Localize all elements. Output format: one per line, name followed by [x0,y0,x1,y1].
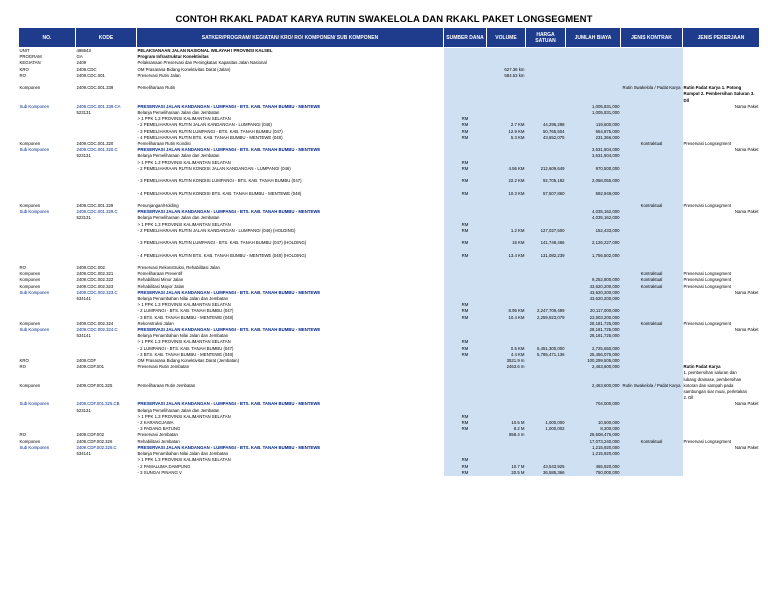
row-code [76,470,137,476]
row-level: Komponen [19,277,76,283]
row-description: - 2 LUMPANGI - BTS. KAB. TANAH BUMBU (047) [137,308,444,314]
row-jumlah-biaya: 20,117,000,000 [566,308,621,314]
row-jumlah-biaya: 10,500,000 [566,420,621,426]
row-description: - 2 PAMALUMA DAMPUNG [137,464,444,470]
row-sumber-dana: RM [444,315,487,321]
row-description: - 3 PEMELIHARAAN RUTIN LUMPANGI - BTS. KAB. TANAH BUMBU (047) [137,129,444,135]
row-description: - 3 PEMELIHARAAN RUTIN LUMPANGI - BTS. KAB. TANAH BUMBU (047) (HOLDING) [137,240,444,246]
row-level: Sub Komponen [19,401,76,407]
row-description: PRESERVASI JALAN KANDANGAN - LUMPANGI - BTS. KAB. TANAH BUMBU - MENTEWE [137,104,444,110]
row-description: PRESERVASI JALAN KANDANGAN - LUMPANGI - BTS. KAB. TANAH BUMBU - MENTEWE [137,401,444,407]
row-level: Komponen [19,383,76,389]
row-jumlah-biaya: 750,000,000 [566,470,621,476]
row-jumlah-biaya: 1,756,502,000 [566,253,621,259]
row-description: - 3 BTS. KAB. TANAH BUMBU - MENTEWE (048) [137,352,444,358]
row-jenis-pekerjaan: sambungan siar muai, perletakan [683,389,760,395]
col-kode: KODE [76,28,137,48]
row-description: PRESERVASI JALAN KANDANGAN - LUMPANGI - BTS. KAB. TANAH BUMBU - MENTEWE [137,290,444,296]
row-description: - 4 PEMELIHARAAN RUTIN BTS. KAB. TANAH BUMBU - MENTEWE (048) (HOLDING) [137,253,444,259]
row-jenis-pekerjaan [683,470,760,476]
row-code: 2409.CDC [76,67,137,73]
table-row [19,85,760,104]
row-jenis-pekerjaan: Nama Paket [683,209,760,215]
row-code: 523131 [76,110,137,116]
row-harga-satuan: 5,451,300,000 [526,346,566,352]
row-description: Rekonstruksi Jalan [137,321,444,327]
row-level: PROGRAM [19,54,76,60]
row-jumlah-biaya: 43,620,200,000 [566,290,621,296]
row-volume: 4.4 KM [487,352,526,358]
row-harga-satuan: 5,785,471,136 [526,352,566,358]
row-jenis-kontrak: Kontraktual [621,203,683,209]
row-description: Belanja Pemeliharaan Jalan dan Jembatan [137,153,444,159]
row-level: Komponen [19,141,76,147]
row-level: KRO [19,358,76,364]
row-jumlah-biaya: 4,035,162,000 [566,209,621,215]
page-title: CONTOH RKAKL PADAT KARYA RUTIN SWAKELOLA DAN RKAKL PAKET LONGSEGMENT [175,14,593,25]
row-level: Sub Komponen [19,327,76,333]
row-jenis-kontrak: Kontraktual [621,321,683,327]
row-jenis-kontrak: Rutin Swakelola / Padat Karya [622,382,681,388]
row-sumber-dana: RM [444,352,487,358]
row-code: 2409.CDC.002.324.C [76,327,137,333]
row-sumber-dana: RM [444,464,487,470]
row-description: > 1 PPK 1.3 PROVINSI KALIMANTAN SELATAN [137,414,444,420]
row-harga-satuan [526,85,566,104]
row-code: 2409.CDC.001.339.CA [76,104,137,110]
row-volume [487,85,526,104]
row-description: PRESERVASI JALAN KANDANGAN - LUMPANGI - BTS. KAB. TANAH BUMBU - MENTEWE [137,147,444,153]
row-level: Komponen [19,439,76,445]
row-sumber-dana: RM [444,222,487,228]
row-description: - 2 PEMELIHARAAN RUTIN JALAN KANDANGAN - LUMPANGI (046) (HOLDING) [137,228,444,234]
row-code: 523131 [76,408,137,414]
row-level: Sub Komponen [19,104,76,110]
row-volume: 10.5 M [487,420,526,426]
row-code: 2409.CDC.002.323.C [76,290,137,296]
row-harga-satuan: 131,082,239 [526,253,566,259]
row-jumlah-biaya: 1,005,831,000 [566,110,621,116]
row-description: Pemeliharaan Rutin Jembatan [137,383,444,389]
row-description: Rehabilitasi Jembatan [137,439,444,445]
row-harga-satuan: 2,259,923,079 [526,315,566,321]
row-code: 2409.CDC.001.339 [76,85,137,104]
row-sumber-dana [444,48,487,55]
row-jumlah-biaya: 119,600,000 [566,122,621,128]
col-no: NO. [19,28,76,48]
row-harga-satuan: 127,027,500 [526,228,566,234]
row-sumber-dana: RM [444,116,487,122]
col-satker: SATKER/PROGRAM/ KEGIATAN/ KRO/ RO/ KOMPONEN/ SUB KOMPONEN [137,28,444,48]
row-code: 2409.CDC.002.324 [76,321,137,327]
row-description: > 1 PPK 1.3 PROVINSI KALIMANTAN SELATAN [137,302,444,308]
row-volume: 8.95 KM [487,308,526,314]
row-description: PRESERVASI JALAN KANDANGAN - LUMPANGI - BTS. KAB. TANAH BUMBU - MENTEWE [137,327,444,333]
row-jenis-pekerjaan: Preservasi Longsegment [683,284,760,290]
table-header-row [19,28,760,48]
row-description: > 1 PPK 1.3 PROVINSI KALIMANTAN SELATAN [137,457,444,463]
row-level: RO [19,265,76,271]
row-description: Preservasi Rekonstruksi, Rehabilitasi Jalan [137,265,444,271]
row-level: KEGIATAN [19,60,76,66]
row-code: 2409.CDF.002 [76,432,137,438]
row-description: OM Prasarana Bidang Konektivitas Darat (Jalan) [137,67,444,73]
row-sumber-dana: RM [444,420,487,426]
row-jumlah-biaya: 2,725,650,000 [566,346,621,352]
row-description: Preservasi Rutin Jalan [137,73,444,79]
row-description: > 1 PPK 1.3 PROVINSI KALIMANTAN SELATAN [137,222,444,228]
row-jenis-pekerjaan: Nama Paket [683,401,760,407]
row-jenis-kontrak: Kontraktual [621,141,683,147]
row-sumber-dana: RM [444,122,487,128]
row-harga-satuan: 1,000,002 [526,426,566,432]
row-sumber-dana: RM [444,346,487,352]
row-code: 2409.CDC.001.329 [76,203,137,209]
row-jumlah-biaya: 1,005,831,000 [566,104,621,110]
row-jenis-pekerjaan [683,48,760,55]
row-jumlah-biaya: 100,299,505,000 [566,358,621,364]
row-sumber-dana: RM [444,178,487,184]
row-code: 2409.CDC.002.321 [76,271,137,277]
row-sumber-dana: RM [444,240,487,246]
row-jenis-pekerjaan: Nama Paket [683,327,760,333]
row-sumber-dana: RM [444,426,487,432]
row-jumlah-biaya [566,48,621,55]
row-code: 2409.CDC.001.320.C [76,147,137,153]
row-jumlah-biaya: 2,058,055,000 [566,178,621,184]
row-jumlah-biaya: 704,000,000 [566,401,621,407]
row-level: Sub Komponen [19,209,76,215]
row-description: - 3 BTS. KAB. TANAH BUMBU - MENTEWE (048) [137,315,444,321]
row-description: > 1 PPK 1.3 PROVINSI KALIMANTAN SELATAN [137,160,444,166]
row-sumber-dana: RM [444,191,487,197]
row-jumlah-biaya: 9,252,800,000 [566,277,621,283]
row-description: PELAKSANAAN JALAN NASIONAL WILAYAH I PROVINSI KALSEL [137,48,444,55]
row-volume: 5.3 KM [487,135,526,141]
row-description: - 2 KARANGJAWA [137,420,444,426]
row-description: - 3 SUNGAI PINANG V [137,470,444,476]
row-description: Rehabilitasi Mayor Jalan [137,284,444,290]
row-volume: 627.36 km [487,67,526,73]
row-volume: 13.4 KM [487,253,526,259]
row-harga-satuan: 43,543,925 [526,464,566,470]
row-code: 523131 [76,153,137,159]
row-harga-satuan: 44,296,298 [526,122,566,128]
row-volume: 1.2 KM [487,228,526,234]
row-volume [487,48,526,55]
row-harga-satuan: 92,705,182 [526,178,566,184]
row-jumlah-biaya: 1,215,920,000 [566,445,621,451]
row-level [19,470,76,476]
col-jenis-kontrak: JENIS KONTRAK [621,28,683,48]
row-jenis-pekerjaan: 1. pembersihan saluran dan [683,370,760,376]
row-description: OM Prasarana Bidang Konektivitas Darat (Jembatan) [137,358,444,364]
row-jumlah-biaya: 8,200,000 [566,426,621,432]
row-jumlah-biaya: 592,949,000 [566,191,621,197]
row-harga-satuan: 57,507,860 [526,191,566,197]
row-jumlah-biaya: 654,875,000 [566,129,621,135]
row-harga-satuan: 212,609,649 [526,166,566,172]
row-description: - 3 PEMELIHARAAN RUTIN KONDISI LUMPANGI - BTS. KAB. TANAH BUMBU (047) [137,178,444,184]
row-sumber-dana: RM [444,457,487,463]
row-jumlah-biaya: 28,181,725,000 [566,333,621,339]
row-jenis-pekerjaan: Nama Paket [683,445,760,451]
row-jumlah-biaya: 4,035,162,000 [566,215,621,221]
row-jumlah-biaya: 2,463,600,000 [566,364,621,370]
row-sumber-dana: RM [444,308,487,314]
row-jumlah-biaya: 2,126,227,000 [566,240,621,246]
row-jenis-pekerjaan: Preservasi Longsegment [683,277,760,283]
row-jenis-pekerjaan: Rutin Padat Karya [683,364,760,370]
row-level: RO [19,364,76,370]
rkakl-table [18,27,760,476]
row-description: Belanja Penambahan Nilai Jalan dan Jembatan [137,296,444,302]
row-sumber-dana: RM [444,414,487,420]
row-sumber-dana: RM [444,135,487,141]
row-volume: 2463.6 m [487,364,526,370]
row-description: Belanja Pemeliharaan Jalan dan Jembatan [137,408,444,414]
rkakl-table-wrap [18,27,759,476]
row-description: Pemeliharaan Preventif [137,271,444,277]
row-jumlah-biaya: 152,433,000 [566,228,621,234]
row-description: Penunjangan/Holding [137,203,444,209]
row-volume: 3521.9 m [487,358,526,364]
row-harga-satuan: 2,247,709,499 [526,308,566,314]
row-sumber-dana [444,85,487,104]
row-description: PRESERVASI JALAN KANDANGAN - LUMPANGI - BTS. KAB. TANAH BUMBU - MENTEWE [137,209,444,215]
row-description: Pemeliharaan Rutin [137,85,444,104]
row-level: Komponen [19,203,76,209]
row-jenis-kontrak: Rutin Swakelola / Padat Karya [621,85,683,104]
row-level: Sub Komponen [19,147,76,153]
row-sumber-dana: RM [444,339,487,345]
row-code: 2409.CDC.001.320 [76,141,137,147]
row-description: Pemeliharaan Rutin Kondisi [137,141,444,147]
row-code: 523131 [76,215,137,221]
row-code: 534141 [76,333,137,339]
row-description: - 2 PEMELIHARAAN RUTIN KONDISI JALAN KANDANGAN - LUMPANGI (046) [137,166,444,172]
row-jenis-kontrak: Kontraktual [621,277,683,283]
col-sumber-dana: SUMBER DANA [444,28,487,48]
row-harga-satuan [526,48,566,55]
row-jenis-pekerjaan: Preservasi Longsegment [683,321,760,327]
col-harga-satuan: HARGA SATUAN [526,28,566,48]
row-jenis-kontrak: Kontraktual [621,439,683,445]
row-code: 2409.CDC.002 [76,265,137,271]
row-sumber-dana: RM [444,302,487,308]
row-jumlah-biaya: 970,500,000 [566,166,621,172]
row-jumlah-biaya: 28,508,476,000 [566,432,621,438]
row-code: 2409.CDF [76,358,137,364]
row-code: 2409.CDF.001 [76,364,137,370]
row-code: 2409.CDC.001 [76,73,137,79]
row-volume: 0.5 KM [487,346,526,352]
row-harga-satuan: 36,585,366 [526,470,566,476]
row-jumlah-biaya: 43,620,200,000 [566,284,621,290]
row-volume: 15 KM [487,240,526,246]
row-code: 498643 [76,48,137,55]
row-jenis-kontrak: Kontraktual [621,284,683,290]
row-jenis-pekerjaan: Nama Paket [683,147,760,153]
row-jumlah-biaya: 465,920,000 [566,464,621,470]
row-sumber-dana: RM [444,160,487,166]
row-jumlah-biaya: 43,620,200,000 [566,296,621,302]
row-description: > 1 PPK 1.3 PROVINSI KALIMANTAN SELATAN [137,116,444,122]
row-sumber-dana: RM [444,253,487,259]
row-description: - 2 LUMPANGI - BTS. KAB. TANAH BUMBU (047) [137,346,444,352]
row-level: UNIT [19,48,76,55]
row-volume: 22.2 KM [487,178,526,184]
row-description: Rehabilitasi Minor Jalan [137,277,444,283]
row-volume: 10.4 KM [487,315,526,321]
row-volume: 2.7 KM [487,122,526,128]
row-code: 534141 [76,296,137,302]
row-description: - 4 PEMELIHARAAN RUTIN KONDISI BTS. KAB. TANAH BUMBU - MENTEWE (048) [137,191,444,197]
row-jenis-pekerjaan: Preservasi Longsegment [683,141,760,147]
row-jenis-pekerjaan: Rutin Padat Karya 1. Potong Rumput 2. Pembersihan Saluran 3. Dll [683,85,760,104]
row-code: 534141 [76,451,137,457]
row-jenis-pekerjaan: 2. Dll [683,395,760,401]
row-description: Belanja Penambahan Nilai Jalan dan Jembatan [137,333,444,339]
row-jenis-pekerjaan: Preservasi Longsegment [683,203,760,209]
row-volume: 4.56 KM [487,166,526,172]
row-jumlah-biaya: 3,631,504,000 [566,153,621,159]
row-jenis-kontrak [621,470,683,476]
row-jenis-pekerjaan: Preservasi Longsegment [683,271,760,277]
row-level: Komponen [19,85,76,104]
row-code: 2409.CDF.001.325.CB [76,401,137,407]
row-jumlah-biaya: 3,631,504,000 [566,147,621,153]
row-harga-satuan: 1,000,000 [526,420,566,426]
row-volume: 10.7 M [487,464,526,470]
row-harga-satuan: 43,652,075 [526,135,566,141]
row-sumber-dana: RM [444,129,487,135]
row-code: 2409.CDC.001.329.C [76,209,137,215]
row-code: 2409 [76,60,137,66]
row-jumlah-biaya [566,85,621,104]
row-code: GA [76,54,137,60]
table-body [19,48,760,476]
row-code: 2409.CDF.002.326 [76,439,137,445]
row-code: 2409.CDC.002.323 [76,284,137,290]
row-sumber-dana: RM [444,166,487,172]
row-jenis-pekerjaan: lubang drainase, pembersihan [683,377,760,383]
row-description: Preservasi Jembatan [137,432,444,438]
row-jumlah-biaya: 2,463,600,000 [566,383,621,389]
row-level: Sub Komponen [19,445,76,451]
row-jenis-pekerjaan: kotoran dan sampah pada [683,383,760,389]
row-level: Sub Komponen [19,290,76,296]
row-level: Komponen [19,271,76,277]
col-jumlah-biaya: JUMLAH BIAYA [566,28,621,48]
table-row [19,48,760,55]
row-volume: 12.9 KM [487,129,526,135]
row-jumlah-biaya: 25,456,075,000 [566,352,621,358]
row-description: > 1 PPK 1.3 PROVINSI KALIMANTAN SELATAN [137,339,444,345]
row-jumlah-biaya: 28,181,725,000 [566,321,621,327]
row-description: Pelaksanaan Preservasi dan Peningkatan Kapasitas Jalan Nasional [137,60,444,66]
row-code: 2409.CDC.002.322 [76,277,137,283]
row-sumber-dana: RM [444,228,487,234]
row-jumlah-biaya: 17,073,240,000 [566,439,621,445]
col-volume: VOLUME [487,28,526,48]
row-description: Belanja Pemeliharaan Jalan dan Jembatan [137,110,444,116]
row-jenis-pekerjaan: Nama Paket [683,290,760,296]
row-jumlah-biaya: 28,181,725,000 [566,327,621,333]
row-jenis-kontrak [621,48,683,55]
row-sumber-dana: RM [444,470,487,476]
row-jenis-pekerjaan: Nama Paket [683,104,760,110]
row-volume: 8.2 M [487,426,526,432]
row-description: Program Infrastruktur Konektivitas [137,54,444,60]
row-description: - 4 PEMELIHARAAN RUTIN BTS. KAB. TANAH BUMBU - MENTEWE (048) [137,135,444,141]
col-jenis-pekerjaan: JENIS PEKERJAAN [683,28,760,48]
row-level: KRO [19,67,76,73]
row-volume: 858.4 m [487,432,526,438]
row-harga-satuan: 50,765,504 [526,129,566,135]
row-level: Komponen [19,284,76,290]
table-row [19,470,760,476]
row-jumlah-biaya: 231,356,000 [566,135,621,141]
row-description: - 2 PEMELIHARAAN RUTIN JALAN KANDANGAN - LUMPANGI (046) [137,122,444,128]
row-description: Belanja Penambahan Nilai Jalan dan Jembatan [137,451,444,457]
row-volume: 584.53 km [487,73,526,79]
row-description: PRESERVASI JALAN KANDANGAN - LUMPANGI - BTS. KAB. TANAH BUMBU - MENTEWE [137,445,444,451]
row-jenis-kontrak: Kontraktual [621,271,683,277]
row-volume: 10.3 KM [487,191,526,197]
row-code: 2409.CDF.001.325 [76,383,137,389]
row-jumlah-biaya: 23,503,200,000 [566,315,621,321]
row-level: Komponen [19,321,76,327]
row-description: - 3 PADANG BATUNG [137,426,444,432]
row-harga-satuan: 141,748,466 [526,240,566,246]
row-jumlah-biaya: 1,215,920,000 [566,451,621,457]
row-level: RO [19,432,76,438]
row-code: 2409.CDF.002.326.C [76,445,137,451]
row-description: Preservasi Rutin Jembatan [137,364,444,370]
row-jenis-pekerjaan: Preservasi Longsegment [683,439,760,445]
row-level: RO [19,73,76,79]
row-description: Belanja Pemeliharaan Jalan dan Jembatan [137,215,444,221]
row-volume: 20.5 M [487,470,526,476]
